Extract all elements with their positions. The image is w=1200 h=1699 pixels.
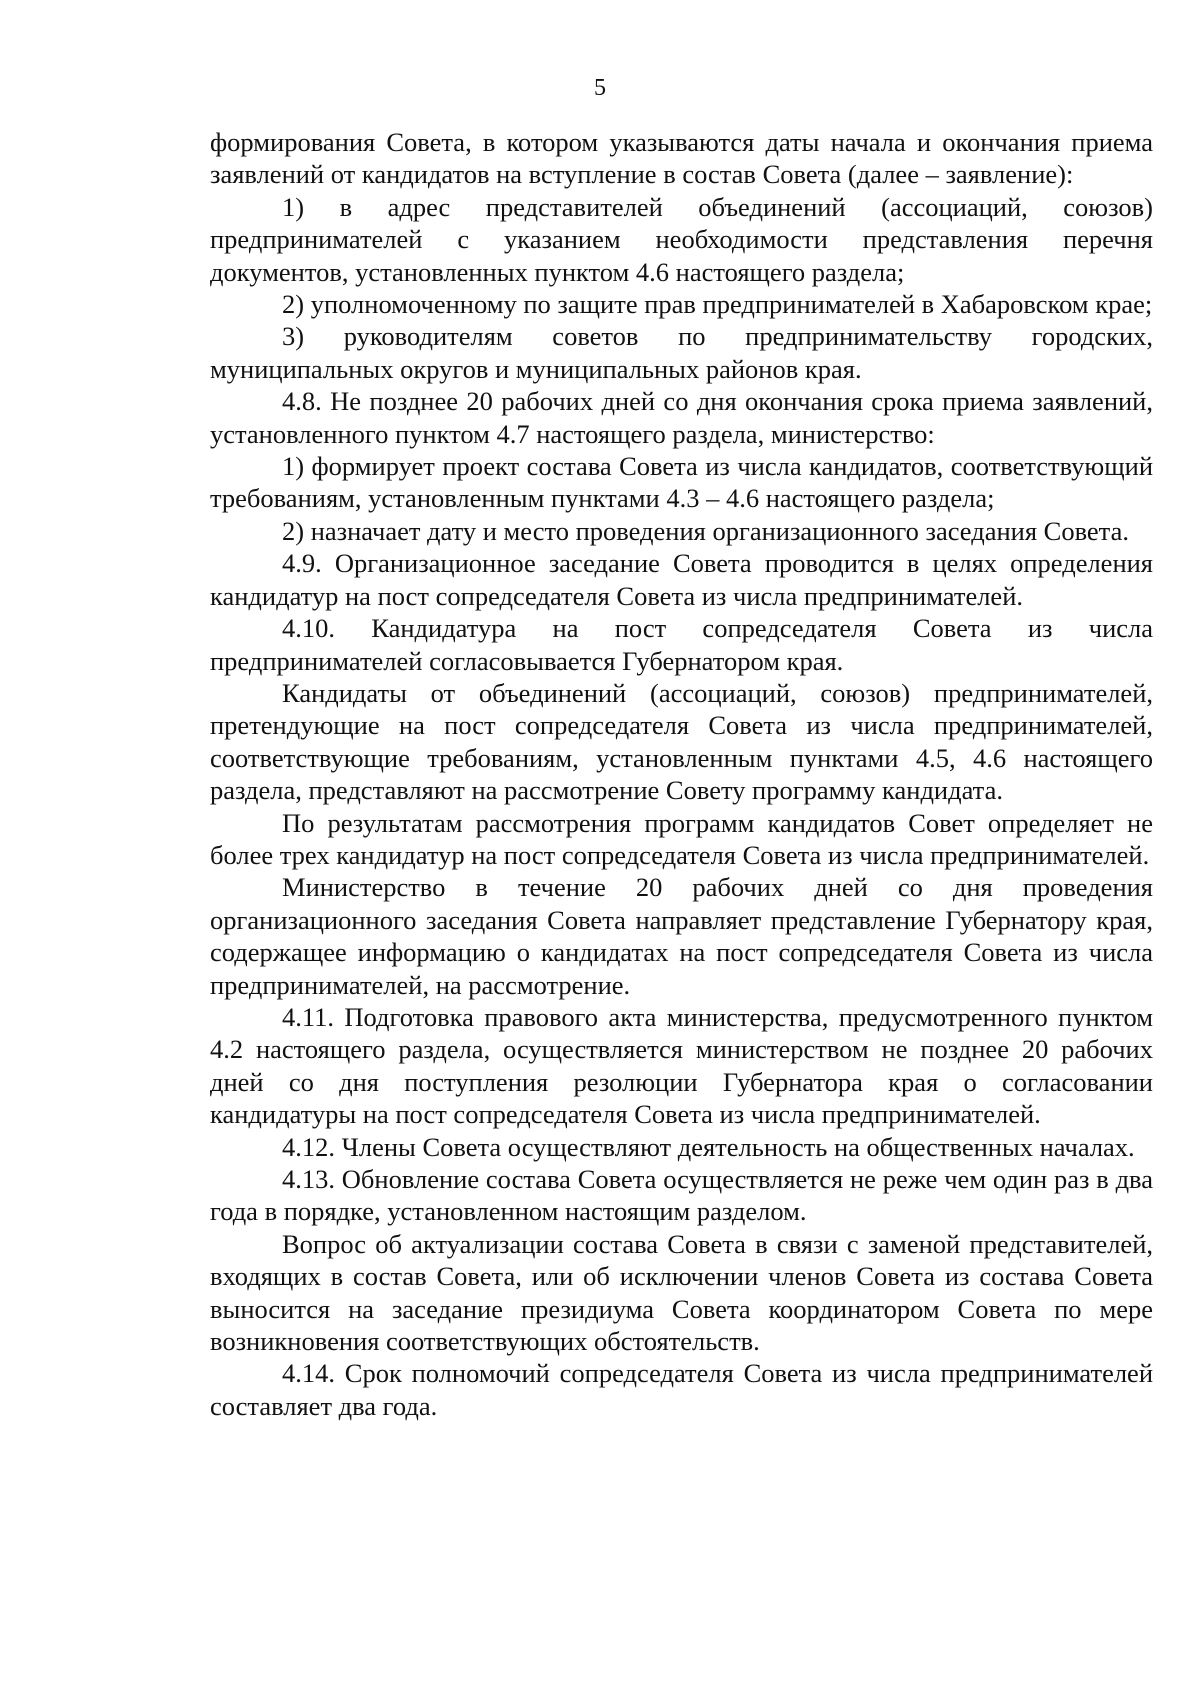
paragraph: Вопрос об актуализации состава Совета в связи с заменой представителей, входящих в состав Совета, или об исключении членов Совета из состава Совета выносится на заседание президиума Совета координатором Совета по мере возникновения соответствующих обстоятельств. (210, 1228, 1153, 1357)
paragraph: 2) назначает дату и место проведения организационного заседания Совета. (282, 515, 1129, 546)
page-number: 5 (594, 75, 606, 101)
paragraph: 4.12. Члены Совета осуществляют деятельность на общественных началах. (282, 1131, 1135, 1162)
paragraph: Министерство в течение 20 рабочих дней со дня проведения организационного заседания Совета направляет представление Губернатору края, содержащее информацию о кандидатах на пост сопредседателя Совета из числа предпринимателей, на рассмотрение. (210, 872, 1153, 1000)
paragraph: 4.10. Кандидатура на пост сопредседателя Совета из числа предпринимателей согласовывается Губернатором края. (210, 613, 1153, 676)
paragraph: 1) в адрес представителей объединений (ассоциаций, союзов) предпринимателей с указанием необходимости представления перечня документов, установленных пунктом 4.6 настоящего раздела; (210, 191, 1153, 287)
paragraph: 4.13. Обновление состава Совета осуществляется не реже чем один раз в два года в порядке, установленном настоящим разделом. (210, 1164, 1153, 1227)
paragraph: 2) уполномоченному по защите прав предпринимателей в Хабаровском крае; (282, 289, 1153, 320)
paragraph: Кандидаты от объединений (ассоциаций, союзов) предпринимателей, претендующие на пост сопредседателя Совета из числа предпринимателей, соответствующие требованиям, установленным пунктами 4.5, 4.6 настоящего раздела, представляют на рассмотрение Совету программу кандидата. (210, 677, 1153, 806)
paragraph: По результатам рассмотрения программ кандидатов Совет определяет не более трех кандидатур на пост сопредседателя Совета из числа предпринимателей. (210, 807, 1153, 870)
paragraph: 4.9. Организационное заседание Совета проводится в целях определения кандидатур на пост сопредседателя Совета из числа предпринимателей. (210, 548, 1153, 611)
paragraph: 4.8. Не позднее 20 рабочих дней со дня окончания срока приема заявлений, установленного пунктом 4.7 настоящего раздела, министерство: (210, 386, 1153, 449)
paragraph: 4.11. Подготовка правового акта министерства, предусмотренного пунктом 4.2 настоящего раздела, осуществляется министерством не позднее 20 рабочих дней со дня поступления резолюции Губернатора края о согласовании кандидатуры на пост сопредседателя Совета из числа предпринимателей. (210, 1001, 1153, 1130)
paragraph: 3) руководителям советов по предпринимательству городских, муниципальных округов и муниципальных районов края. (210, 321, 1153, 384)
paragraph: формирования Совета, в котором указываются даты начала и окончания приема заявлений от кандидатов на вступление в состав Совета (далее – заявление): (210, 127, 1153, 190)
paragraph: 1) формирует проект состава Совета из числа кандидатов, соответствующий требованиям, установленным пунктами 4.3 – 4.6 настоящего раздела; (210, 451, 1153, 514)
document-body (210, 126, 1153, 1422)
paragraph: 4.14. Срок полномочий сопредседателя Совета из числа предпринимателей составляет два года. (210, 1358, 1153, 1421)
